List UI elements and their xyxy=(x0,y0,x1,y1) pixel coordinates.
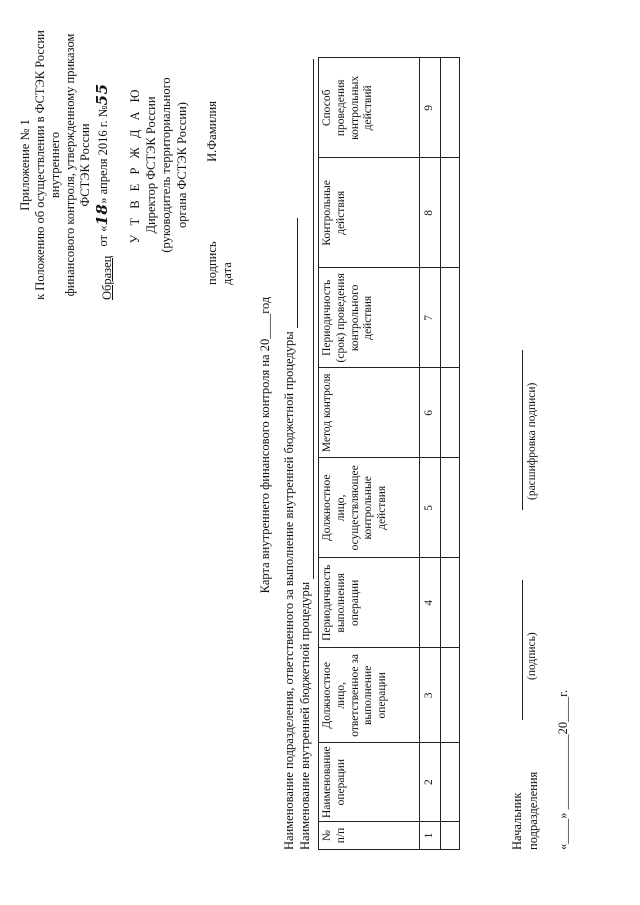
approve-position-alt-1: (руководитель территориального xyxy=(159,77,174,253)
procedure-line xyxy=(298,50,314,850)
approve-title: У Т В Е Р Ж Д А Ю xyxy=(128,86,142,244)
empty-cell xyxy=(441,58,460,158)
empty-cell xyxy=(441,743,460,822)
header-cell: № п/п xyxy=(319,822,420,850)
map-title: Карта внутреннего финансового контроля на 20____год xyxy=(258,296,272,594)
signature-decode-caption: (расшифровка подписи) xyxy=(526,382,538,500)
header-cell: Метод контроля xyxy=(319,368,420,458)
header-cell: Должностное лицо, ответственное за выполнение операции xyxy=(319,648,420,743)
empty-cell xyxy=(441,368,460,458)
number-cell: 7 xyxy=(420,268,441,368)
table-empty-row xyxy=(441,58,460,850)
order-middle: » апреля 2016 г. № xyxy=(96,105,110,204)
number-cell: 3 xyxy=(420,648,441,743)
empty-cell xyxy=(441,268,460,368)
footer-date: «____» ____________20____г. xyxy=(556,690,570,850)
number-cell: 6 xyxy=(420,368,441,458)
department-line xyxy=(282,50,298,850)
sign-label: подпись xyxy=(205,241,219,285)
procedure-label: Наименование внутренней бюджетной процедуры xyxy=(298,581,312,850)
number-cell: 1 xyxy=(420,822,441,850)
order-number: 55 xyxy=(93,83,111,106)
approve-position-alt-2: органа ФСТЭК России) xyxy=(174,102,189,228)
order-prefix: от « xyxy=(96,225,110,247)
date-label: дата xyxy=(220,262,234,285)
empty-cell xyxy=(441,458,460,558)
appendix-line-2: к Положению об осуществлении в ФСТЭК России внутреннего xyxy=(33,30,62,300)
header-cell: Способ проведения контрольных действий xyxy=(319,58,420,158)
header-cell: Наименование операции xyxy=(319,743,420,822)
approval-block xyxy=(128,45,191,285)
appendix-line-3: финансового контроля, утвержденному приказом ФСТЭК России xyxy=(63,33,92,297)
order-day: 18 xyxy=(93,203,111,226)
header-cell: Контрольные действия xyxy=(319,158,420,268)
number-cell: 8 xyxy=(420,158,441,268)
appendix-number: Приложение № 1 xyxy=(18,119,32,211)
empty-cell xyxy=(441,158,460,268)
header-cell: Должностное лицо, осуществляющее контрольные действия xyxy=(319,458,420,558)
appendix-header xyxy=(18,15,111,315)
header-cell: Периодичность (срок) проведения контрольного действия xyxy=(319,268,420,368)
number-cell: 9 xyxy=(420,58,441,158)
approval-date-row xyxy=(220,25,236,285)
signature-caption: (подпись) xyxy=(526,632,538,680)
number-cell: 5 xyxy=(420,458,441,558)
number-cell: 2 xyxy=(420,743,441,822)
empty-cell xyxy=(441,648,460,743)
number-cell: 4 xyxy=(420,558,441,648)
table-header-row xyxy=(319,58,420,850)
empty-cell xyxy=(441,558,460,648)
empty-cell xyxy=(441,822,460,850)
signer-name: И.Фамилия xyxy=(205,101,219,162)
department-label: Наименование подразделения, ответственного за выполнение внутренней бюджетной процедуры xyxy=(282,331,296,850)
signature-line xyxy=(522,580,523,720)
signature-decode-line xyxy=(522,350,523,510)
table-number-row xyxy=(420,58,441,850)
control-map-table xyxy=(318,57,460,850)
header-cell: Периодичность выполнения операции xyxy=(319,558,420,648)
approval-sign-row xyxy=(205,25,221,285)
department-fill-line xyxy=(285,218,298,328)
approve-position: Директор ФСТЭК России xyxy=(143,96,158,234)
procedure-fill-line xyxy=(301,59,314,579)
sample-label: Образец xyxy=(100,255,114,300)
head-of-department-label: Начальник подразделения xyxy=(510,771,540,850)
